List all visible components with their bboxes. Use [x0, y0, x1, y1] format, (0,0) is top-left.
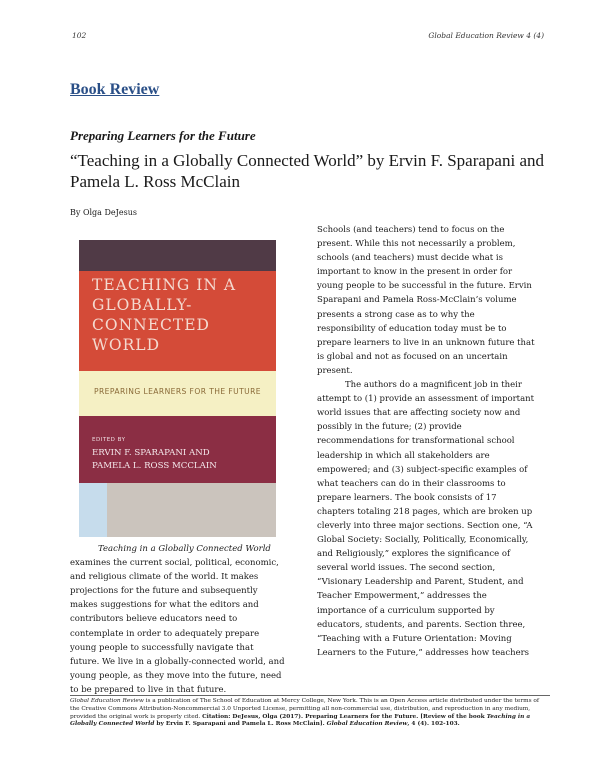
- book-title-italic: Teaching in a Globally Connected World: [98, 544, 271, 554]
- cover-bottom-gray: [107, 483, 276, 537]
- cover-title: TEACHING IN A GLOBALLY-CONNECTED WORLD: [92, 276, 237, 354]
- footer-divider: [70, 695, 550, 696]
- book-cover-image: [79, 240, 276, 537]
- review-subtitle: Preparing Learners for the Future: [70, 128, 256, 143]
- cover-subtitle: PREPARING LEARNERS FOR THE FUTURE: [94, 387, 261, 396]
- intro-paragraph: [70, 542, 285, 697]
- intro-text: examines the current social, political, economic, and religious climate of the world. It makes projections for the future and subsequently makes suggestions for what the editors and contributors believe educators need to contemplate in order to adequately prepare young people to successfully navigate that future. We live in a globally-connected world, and young people, as they move into the future, need to be prepared to live in that future.: [70, 558, 285, 695]
- footer-journal: Global Education Review: [70, 698, 144, 704]
- cover-editor-1: ERVIN F. SPARAPANI AND: [92, 448, 210, 458]
- cover-top-band: [79, 240, 276, 271]
- byline: By Olga DeJesus: [70, 208, 137, 217]
- cover-editor-2: PAMELA L. ROSS MCCLAIN: [92, 461, 217, 471]
- cover-corner-blue: [79, 483, 107, 537]
- footer-citation: Citation: DeJesus, Olga (2017). Preparing Learners for the Future. [Review of the book Teaching in a Globally Connected World by Ervin F. Sparapani and Pamela L. Ross McClain]. Global Education Review, 4 (4). 102-103.: [70, 713, 531, 728]
- paragraph-2: The authors do a magnificent job in their attempt to (1) provide an assessment of important world issues that are affecting society now and possibly in the future; (2) provide recommendations for transformational school leadership in which all stakeholders are empowered; and (3) subject-specific examples of what teachers can do in their classrooms to prepare learners. The book consists of 17 chapters totaling 218 pages, which are broken up cleverly into three major sections. Section one, “A Global Society: Socially, Politically, Economically, and Religiously,” explores the significance of several world issues. The second section, “Visionary Leadership and Parent, Student, and Teacher Empowerment,” addresses the importance of a curriculum supported by educators, students, and parents. Section three, “Teaching with a Future Orientation: Moving Learners to the Future,” addresses how teachers: [317, 380, 535, 658]
- section-title: Book Review: [70, 81, 160, 98]
- footer-notice: [70, 698, 550, 729]
- left-column: [70, 542, 285, 697]
- cover-edited-by: EDITED BY: [92, 437, 126, 443]
- page-number: 102: [72, 31, 87, 40]
- footer-license: is a publication of The School of Education at Mercy College, New York. This is an Open Access article distributed under the terms of the Creative Commons Attribution-Noncommercial 3.0 Unported License, permitting all non-commercial use, distribution, and reproduction in any medium, provided the original work is properly cited.: [70, 698, 540, 720]
- right-column: [317, 223, 535, 660]
- cover-editors: [92, 447, 272, 473]
- journal-running-header: Global Education Review 4 (4): [428, 31, 544, 40]
- review-title: “Teaching in a Globally Connected World” by Ervin F. Sparapani and Pamela L. Ross McClain: [70, 151, 544, 191]
- paragraph-1: Schools (and teachers) tend to focus on the present. While this not necessarily a problem, schools (and teachers) must decide what is important to know in the present in order for young people to be successful in the future. Ervin Sparapani and Pamela Ross-McClain’s volume presents a strong case as to why the responsibility of education today must be to prepare learners to live in an unknown future that is global and not as focused on an uncertain present.: [317, 225, 535, 376]
